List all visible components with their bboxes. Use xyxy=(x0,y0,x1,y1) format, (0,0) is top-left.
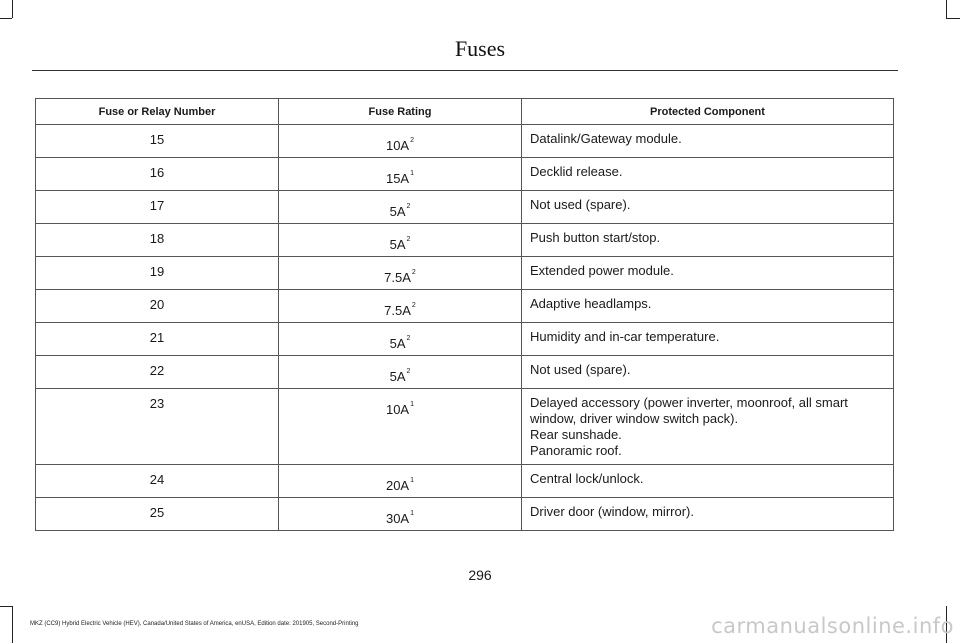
protected-component-cell xyxy=(522,356,894,389)
table-row xyxy=(36,356,894,389)
fuse-rating: 10A xyxy=(385,402,410,417)
footnote-marker: 1 xyxy=(410,510,415,517)
table-row xyxy=(36,389,894,465)
footnote-marker: 2 xyxy=(410,137,415,144)
protected-component-cell xyxy=(522,389,894,465)
crop-mark-bottom-left-v xyxy=(12,606,13,643)
fuse-number: 24 xyxy=(36,465,279,498)
fuse-number: 18 xyxy=(36,224,279,257)
fuse-rating: 20A xyxy=(385,478,410,493)
protected-component-cell xyxy=(522,290,894,323)
page-title: Fuses xyxy=(454,36,506,61)
protected-component-cell xyxy=(522,498,894,531)
protected-component: Push button start/stop. xyxy=(530,230,661,245)
protected-component-cell xyxy=(522,191,894,224)
fuse-rating: 5A xyxy=(389,336,406,351)
protected-component: Humidity and in-car temperature. xyxy=(530,329,720,344)
footnote-marker: 1 xyxy=(410,477,415,484)
fuse-rating: 5A xyxy=(389,369,406,384)
column-header: Fuse or Relay Number xyxy=(36,99,279,125)
fuse-rating: 5A xyxy=(389,204,406,219)
footnote-marker: 1 xyxy=(410,170,415,177)
watermark: carmanualsonline.info xyxy=(711,614,954,638)
fuse-rating-cell xyxy=(279,125,522,158)
protected-component: Datalink/Gateway module. xyxy=(530,131,682,146)
fuse-number: 17 xyxy=(36,191,279,224)
fuse-rating-cell xyxy=(279,465,522,498)
fuse-rating-cell xyxy=(279,224,522,257)
table-header-row xyxy=(36,99,894,125)
edition-footer: MKZ (CC9) Hybrid Electric Vehicle (HEV), Canada/United States of America, enUSA, Edition date: 201905, Second-Printing xyxy=(30,621,359,627)
protected-component: Extended power module. xyxy=(530,263,674,278)
fuse-number: 19 xyxy=(36,257,279,290)
crop-mark-bottom-left-h xyxy=(0,606,12,607)
table-row xyxy=(36,465,894,498)
fuse-number: 21 xyxy=(36,323,279,356)
crop-mark-top-left-v xyxy=(12,0,13,18)
footnote-marker: 2 xyxy=(411,302,416,309)
fuse-rating-cell xyxy=(279,158,522,191)
fuse-number: 23 xyxy=(36,389,279,465)
fuse-rating-cell xyxy=(279,323,522,356)
fuse-rating: 7.5A xyxy=(384,303,411,318)
footnote-marker: 2 xyxy=(406,335,411,342)
footnote-marker: 2 xyxy=(406,203,411,210)
protected-component: Decklid release. xyxy=(530,164,623,179)
protected-component: Driver door (window, mirror). xyxy=(530,504,694,519)
footnote-marker: 2 xyxy=(411,269,416,276)
protected-component: Adaptive headlamps. xyxy=(530,296,652,311)
title-divider xyxy=(32,70,898,71)
fuse-number: 20 xyxy=(36,290,279,323)
protected-component-cell xyxy=(522,323,894,356)
fuse-rating-cell xyxy=(279,498,522,531)
table-row xyxy=(36,191,894,224)
fuse-rating-cell xyxy=(279,290,522,323)
page-number: 296 xyxy=(468,567,492,583)
fuse-number: 15 xyxy=(36,125,279,158)
protected-component: Panoramic roof. xyxy=(530,443,622,458)
fuse-rating-cell xyxy=(279,389,522,465)
table-row xyxy=(36,498,894,531)
footnote-marker: 2 xyxy=(406,368,411,375)
fuse-rating: 7.5A xyxy=(384,270,411,285)
protected-component-cell xyxy=(522,465,894,498)
fuse-number: 16 xyxy=(36,158,279,191)
fuse-number: 22 xyxy=(36,356,279,389)
crop-mark-top-right-v xyxy=(946,0,947,18)
protected-component-cell xyxy=(522,257,894,290)
table-row xyxy=(36,290,894,323)
fuse-table xyxy=(35,98,894,531)
table-row xyxy=(36,125,894,158)
fuse-rating-cell xyxy=(279,191,522,224)
table-row xyxy=(36,224,894,257)
protected-component: Rear sunshade. xyxy=(530,427,622,442)
protected-component: Delayed accessory (power inverter, moonroof, all smart window, driver window switch pack). xyxy=(530,395,848,426)
protected-component: Not used (spare). xyxy=(530,197,631,212)
footnote-marker: 2 xyxy=(406,236,411,243)
protected-component: Not used (spare). xyxy=(530,362,631,377)
column-header: Fuse Rating xyxy=(279,99,522,125)
fuse-rating: 30A xyxy=(385,511,410,526)
protected-component: Central lock/unlock. xyxy=(530,471,644,486)
table-row xyxy=(36,158,894,191)
fuse-rating: 15A xyxy=(385,171,410,186)
footnote-marker: 1 xyxy=(410,401,415,408)
fuse-rating-cell xyxy=(279,257,522,290)
table-row xyxy=(36,257,894,290)
fuse-rating: 10A xyxy=(385,138,410,153)
table-row xyxy=(36,323,894,356)
column-header: Protected Component xyxy=(522,99,894,125)
crop-mark-top-left-h xyxy=(0,18,12,19)
fuse-rating: 5A xyxy=(389,237,406,252)
crop-mark-top-right-h xyxy=(946,18,960,19)
table-body xyxy=(36,125,894,531)
protected-component-cell xyxy=(522,158,894,191)
protected-component-cell xyxy=(522,125,894,158)
fuse-rating-cell xyxy=(279,356,522,389)
fuse-number: 25 xyxy=(36,498,279,531)
protected-component-cell xyxy=(522,224,894,257)
